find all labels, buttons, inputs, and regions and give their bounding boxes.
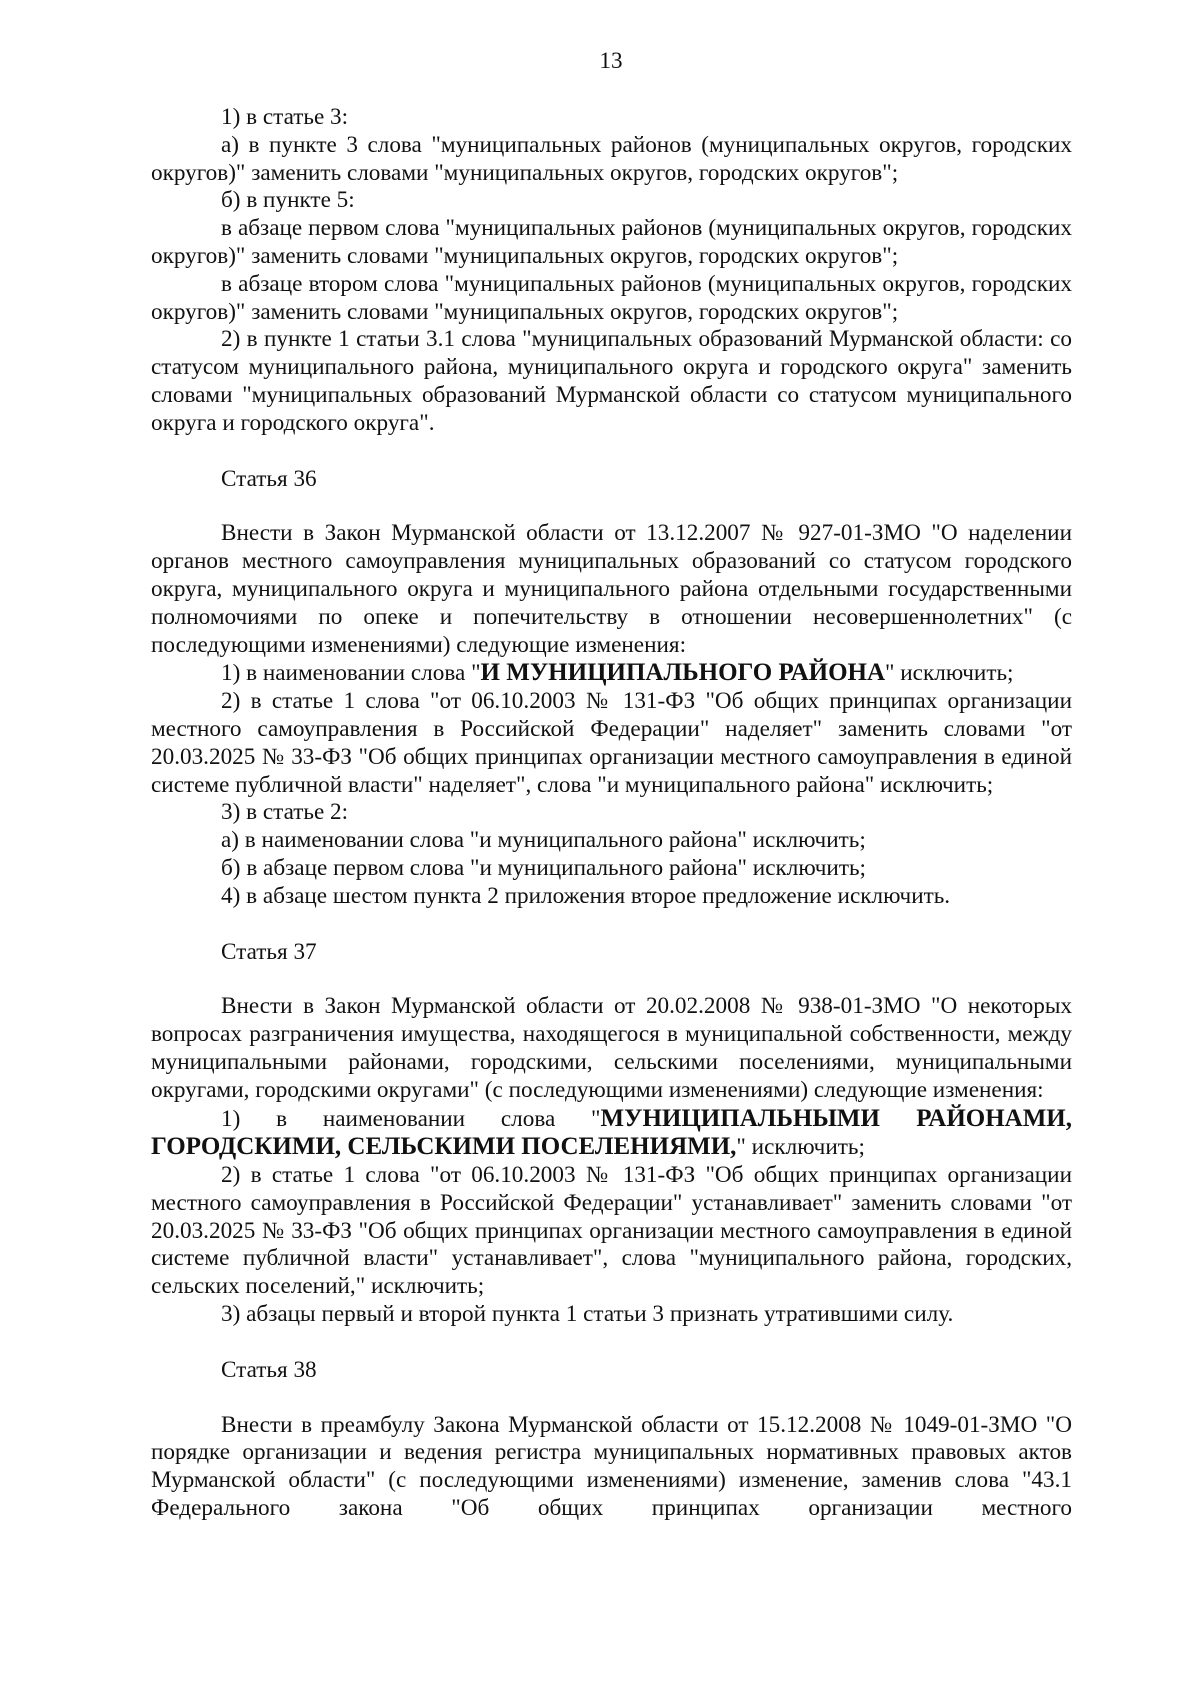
article-intro: Внести в Закон Мурманской области от 13.12.2007 № 927-01-ЗМО "О наделении органов местного самоуправления муниципальных образований со статусом городского округа, муниципального округа и муниципального района отдельными государственными полномочиями по опеке и попечительству в отношении несовершеннолетних" (с последующими изменениями) следующие изменения:: [151, 520, 1072, 658]
article-heading-37: Статья 37: [221, 938, 317, 965]
paragraph: а) в наименовании слова "и муниципального района" исключить;: [221, 827, 866, 854]
paragraph: б) в абзаце первом слова "и муниципального района" исключить;: [221, 854, 866, 881]
paragraph: 2) в статье 1 слова "от 06.10.2003 № 131-ФЗ "Об общих принципах организации местного самоуправления в Российской Федерации" наделяет" заменить словами "от 20.03.2025 № 33-ФЗ "Об общих принципах организации местного самоуправления в единой системе публичной власти" наделяет", слова "и муниципального района" исключить;: [151, 688, 1072, 798]
paragraph: 2) в статье 1 слова "от 06.10.2003 № 131-ФЗ "Об общих принципах организации местного самоуправления в Российской Федерации" устанавливает" заменить словами "от 20.03.2025 № 33-ФЗ "Об общих принципах организации местного самоуправления в единой системе публичной власти" устанавливает", слова "муниципального района, городских, сельских поселений," исключить;: [151, 1162, 1072, 1300]
paragraph: 3) в статье 2:: [221, 799, 349, 826]
text-segment: " исключить;: [885, 660, 1014, 687]
paragraph: [151, 659, 1072, 688]
text-segment: " исключить;: [736, 1134, 865, 1161]
paragraph: [151, 1105, 1072, 1163]
paragraph: 1) в статье 3:: [221, 104, 349, 130]
paragraph: а) в пункте 3 слова "муниципальных районов (муниципальных округов, городских округов)" заменить словами "муниципальных округов, городских округов";: [151, 131, 1072, 186]
article-intro: Внести в Закон Мурманской области от 20.02.2008 № 938-01-ЗМО "О некоторых вопросах разграничения имущества, находящегося в муниципальной собственности, между муниципальными районами, городскими, сельскими поселениями, муниципальными округами, городскими округами" (с последующими изменениями) следующие изменения:: [151, 993, 1072, 1103]
paragraph: 4) в абзаце шестом пункта 2 приложения второе предложение исключить.: [221, 882, 951, 909]
bold-term: И МУНИЦИПАЛЬНОГО РАЙОНА: [480, 659, 886, 687]
text-segment: 1) в наименовании слова ": [221, 660, 481, 687]
paragraph: б) в пункте 5:: [221, 187, 355, 214]
paragraph: 2) в пункте 1 статьи 3.1 слова "муниципальных образований Мурманской области: со статусом муниципального района, муниципального округа и городского округа" заменить словами "муниципальных образований Мурманской области со статусом муниципального округа и городского округа".: [151, 326, 1072, 436]
article-heading-38: Статья 38: [221, 1356, 317, 1383]
page-number: 13: [599, 48, 623, 74]
paragraph: в абзаце первом слова "муниципальных районов (муниципальных округов, городских округов)" заменить словами "муниципальных округов, городских округов";: [151, 215, 1072, 269]
document-body: [151, 104, 1072, 1523]
text-segment: 1) в наименовании слова ": [221, 1105, 601, 1132]
paragraph: в абзаце втором слова "муниципальных районов (муниципальных округов, городских округов)" заменить словами "муниципальных округов, городских округов";: [151, 270, 1072, 325]
bold-term: МУНИЦИПАЛЬНЫМИ РАЙОНАМИ, ГОРОДСКИМИ, СЕЛЬСКИМИ ПОСЕЛЕНИЯМИ,: [151, 1104, 1073, 1161]
paragraph: 3) абзацы первый и второй пункта 1 статьи 3 признать утратившими силу.: [221, 1301, 954, 1328]
article-intro: Внести в преамбулу Закона Мурманской области от 15.12.2008 № 1049-01-ЗМО "О порядке организации и ведения регистра муниципальных нормативных правовых актов Мурманской области" (с последующими изменениями) изменение, заменив слова "43.1 Федерального закона "Об общих принципах организации местного: [151, 1411, 1072, 1522]
article-heading-36: Статья 36: [221, 465, 317, 492]
